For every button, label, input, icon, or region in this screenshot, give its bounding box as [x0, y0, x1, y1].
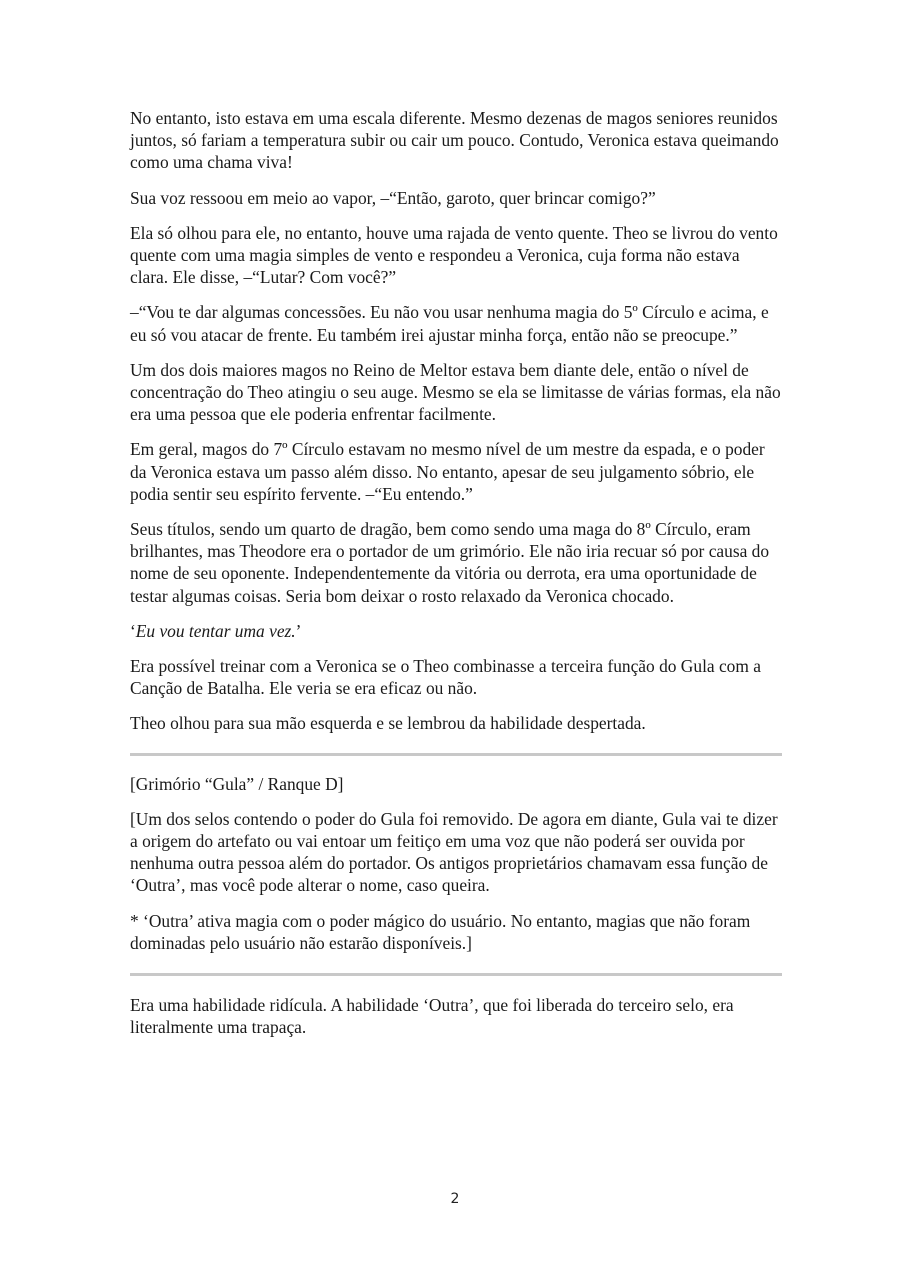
thought-close-quote: ’: [295, 620, 302, 641]
thought-text: Eu vou tentar uma vez.: [135, 620, 296, 641]
paragraph-2: Sua voz ressoou em meio ao vapor, –“Então, garoto, quer brincar comigo?”: [130, 187, 656, 208]
paragraph-9: Theo olhou para sua mão esquerda e se lembrou da habilidade despertada.: [130, 713, 646, 734]
paragraph-3: Ela só olhou para ele, no entanto, houve uma rajada de vento quente. Theo se livrou do vento quente com uma magia simples de vento e respondeu a Veronica, cuja forma não estava clara. Ele disse, –“Lutar? Com você?”: [130, 222, 778, 288]
thought-open-quote: ‘: [130, 620, 136, 641]
paragraph-7: Seus títulos, sendo um quarto de dragão, bem como sendo uma maga do 8º Círculo, eram brilhantes, mas Theodore era o portador de um grimório. Ele não iria recuar só por causa do nome de seu oponente. Independentemente da vitória ou derrota, era uma oportunidade de testar algumas coisas. Seria bom deixar o rosto relaxado da Veronica chocado.: [130, 519, 770, 606]
document-body: [130, 107, 782, 1052]
paragraph-8: Era possível treinar com a Veronica se o Theo combinasse a terceira função do Gula com a Canção de Batalha. Ele veria se era eficaz ou não.: [130, 656, 761, 699]
separator-bottom: [130, 973, 782, 976]
system-box-body: [Um dos selos contendo o poder do Gula foi removido. De agora em diante, Gula vai te dizer a origem do artefato ou vai entoar um feitiço em uma voz que não poderá ser ouvida por nenhuma outra pessoa além do portador. Os antigos proprietários chamavam essa função de ‘Outra’, mas você pode alterar o nome, caso queira.: [130, 808, 778, 896]
closing-paragraph: Era uma habilidade ridícula. A habilidade ‘Outra’, que foi liberada do terceiro selo, era literalmente uma trapaça.: [130, 995, 734, 1038]
system-box-title: [Grimório “Gula” / Ranque D]: [130, 773, 344, 794]
system-box-note: * ‘Outra’ ativa magia com o poder mágico do usuário. No entanto, magias que não foram dominadas pelo usuário não estarão disponíveis.]: [130, 910, 751, 953]
paragraph-6: Em geral, magos do 7º Círculo estavam no mesmo nível de um mestre da espada, e o poder da Veronica estava um passo além disso. No entanto, apesar de seu julgamento sóbrio, ele podia sentir seu espírito fervente. –“Eu entendo.”: [130, 439, 765, 504]
paragraph-1: No entanto, isto estava em uma escala diferente. Mesmo dezenas de magos seniores reunidos juntos, só fariam a temperatura subir ou cair um pouco. Contudo, Veronica estava queimando como uma chama viva!: [130, 108, 779, 173]
separator-top: [130, 753, 782, 756]
page-number: 2: [450, 1191, 460, 1207]
paragraph-5: Um dos dois maiores magos no Reino de Meltor estava bem diante dele, então o nível de concentração do Theo atingiu o seu auge. Mesmo se ela se limitasse de várias formas, ela não era uma pessoa que ele poderia enfrentar facilmente.: [130, 359, 781, 425]
thought-line: [130, 620, 782, 642]
paragraph-4: –“Vou te dar algumas concessões. Eu não vou usar nenhuma magia do 5º Círculo e acima, e eu só vou atacar de frente. Eu também irei ajustar minha força, então não se preocupe.”: [130, 302, 769, 345]
